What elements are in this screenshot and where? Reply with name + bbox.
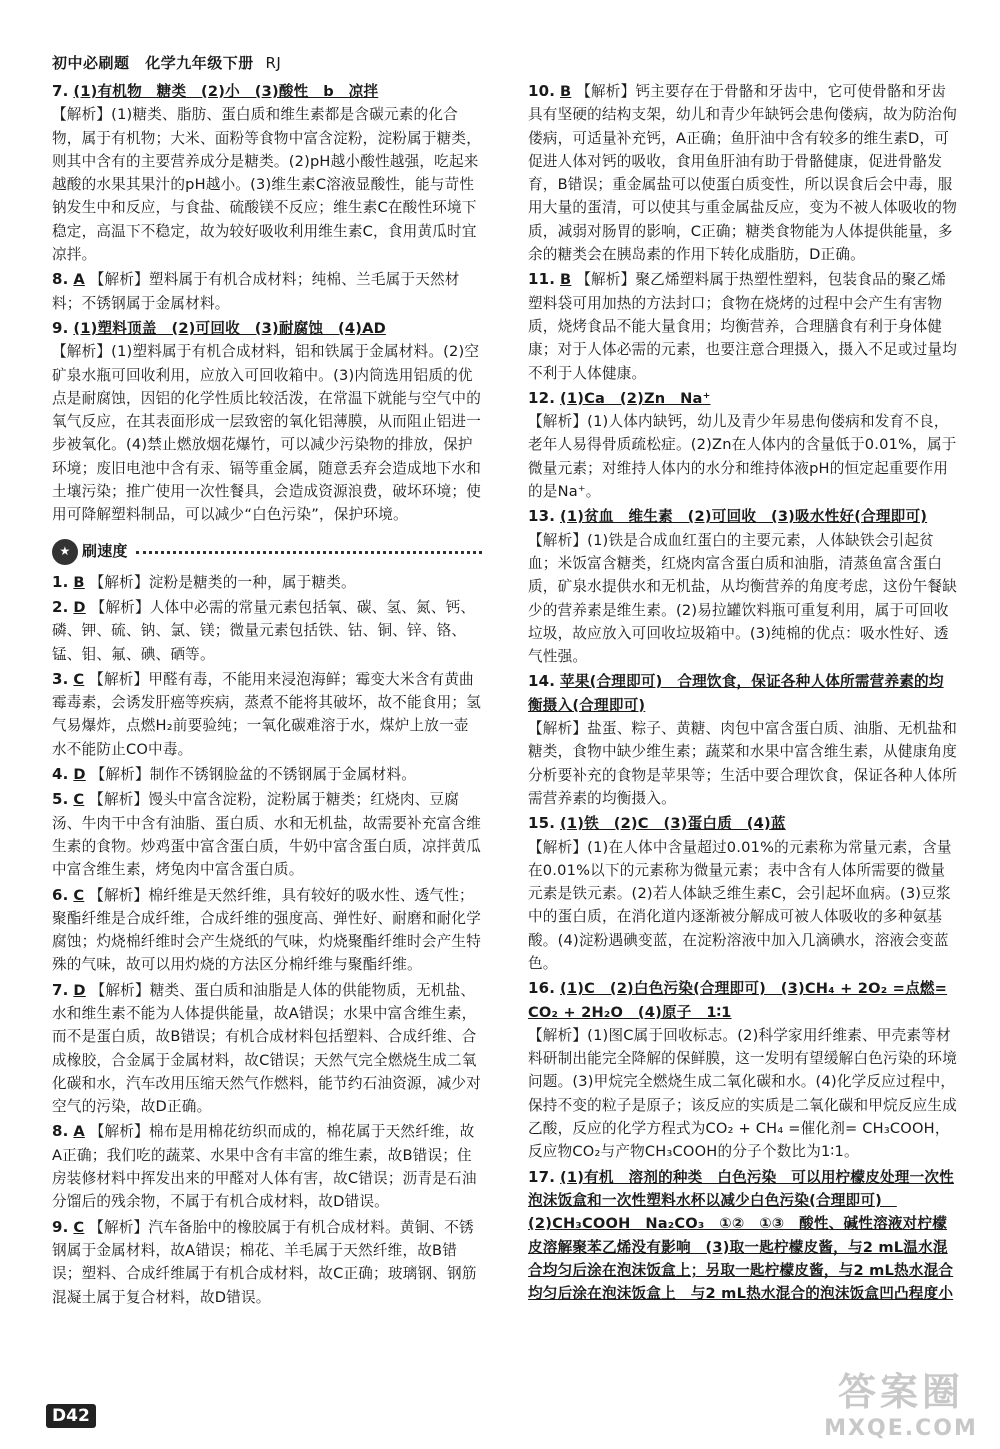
analysis: 【解析】淀粉是糖类的一种，属于糖类。 xyxy=(89,573,356,591)
answer-item-16 xyxy=(528,977,958,1163)
analysis: 【解析】钙主要存在于骨骼和牙齿中，它可使骨骼和牙齿具有坚硬的结构支架，幼儿和青少年缺钙会患佝偻病，故为防治佝偻病，可适量补充钙，A正确；鱼肝油中含有较多的维生素D，可促进人体对钙的吸收，食用鱼肝油有助于骨骼健康，促进骨骼发育，B错误；重金属盐可以使蛋白质变性，所以误食后会中毒，服用大量的蛋清，可以使其与重金属盐反应，变为不被人体吸收的物质，减弱对肠胃的影响，C正确；糖类食物能为人体提供能量，多余的糖类会在胰岛素的作用下转化成脂肪，D正确。 xyxy=(528,83,958,264)
question-number: 11. xyxy=(528,270,556,289)
answer: D xyxy=(73,766,86,784)
analysis: 【解析】(1)糖类、脂肪、蛋白质和维生素都是含碳元素的化合物，属于有机物；大米、面粉等食物中富含淀粉，淀粉属于糖类，则其中含有的主要营养成分是糖类。(2)pH越小酸性越强，吃起来越酸的水果其果汁的pH越小。(3)维生素C溶液显酸性，能与苛性钠发生中和反应，与食盐、硫酸镁不反应；维生素C在酸性环境下稳定，高温下不稳定，故为较好吸收利用维生素C，食用黄瓜时宜凉拌。 xyxy=(52,106,482,264)
answer: D xyxy=(73,598,86,616)
answer: A xyxy=(73,1123,85,1141)
book-title: 初中必刷题 xyxy=(52,54,130,72)
answer-item-14 xyxy=(528,670,958,810)
analysis: 【解析】聚乙烯塑料属于热塑性塑料，包装食品的聚乙烯塑料袋可用加热的方法封口；食物在烧烤的过程中会产生有害物质，烧烤食品不能大量食用；均衡营养，合理膳食有利于身体健康；对于人体必需的元素，也要注意合理摄入，摄入不足或过量均不利于人体健康。 xyxy=(528,271,958,382)
section-label: 刷速度 xyxy=(82,541,128,560)
question-number: 7. xyxy=(52,82,69,100)
answer-item-3 xyxy=(52,668,482,761)
answer: C xyxy=(73,670,85,688)
analysis: 【解析】棉布是用棉花纺织而成的，棉花属于天然纤维，故A正确；我们吃的蔬菜、水果中含有丰富的维生素，故B错误；住房装修材料中挥发出来的甲醛对人体有害，故C错误；沥青是石油分馏后的残余物，不属于有机合成材料，故D错误。 xyxy=(52,1123,477,1211)
answer: B xyxy=(73,573,85,591)
question-number: 6. xyxy=(52,885,69,904)
question-number: 9. xyxy=(52,1217,69,1236)
answer-item-11 xyxy=(528,268,958,384)
answer: A xyxy=(73,271,85,289)
answer-item-6 xyxy=(52,884,482,977)
question-number: 15. xyxy=(528,814,556,833)
answer: 苹果(合理即可) 合理饮食，保证各种人体所需营养素的均衡摄入(合理即可) xyxy=(528,673,944,714)
question-number: 12. xyxy=(528,388,556,407)
answer-item-1 xyxy=(52,571,482,594)
question-number: 10. xyxy=(528,82,556,100)
answer-item-7a xyxy=(52,80,482,266)
question-number: 3. xyxy=(52,669,69,688)
answer-item-12 xyxy=(528,387,958,503)
analysis: 【解析】制作不锈钢脸盆的不锈钢属于金属材料。 xyxy=(90,766,417,784)
analysis: 【解析】(1)在人体中含量超过0.01%的元素称为常量元素，含量在0.01%以下的元素称为微量元素；表中含有人体所需要的微量元素是铁元素。(2)若人体缺乏维生素C，会引起坏血病。(3)豆浆中的蛋白质，在消化道内逐渐被分解成可被人体吸收的多种氨基酸。(4)淀粉遇碘变蓝，在淀粉溶液中加入几滴碘水，溶液会变蓝色。 xyxy=(528,838,952,972)
answer-item-15 xyxy=(528,812,958,975)
answer-item-8a xyxy=(52,268,482,315)
answer: (1)有机物 糖类 (2)小 (3)酸性 b 凉拌 xyxy=(73,83,379,100)
analysis: 【解析】盐蛋、粽子、黄糖、肉包中富含蛋白质、油脂、无机盐和糖类，食物中缺少维生素；蔬菜和水果中富含维生素，从健康角度分析要补充的食物是苹果等；生活中要合理饮食，保证各种人体所需营养素的均衡摄入。 xyxy=(528,720,958,807)
answer: B xyxy=(560,271,572,289)
analysis: 【解析】棉纤维是天然纤维，具有较好的吸水性、透气性；聚酯纤维是合成纤维，合成纤维的强度高、弹性好、耐磨和耐化学腐蚀；灼烧棉纤维时会产生烧纸的气味，灼烧聚酯纤维时会产生特殊的气味，故可以用灼烧的方法区分棉纤维与聚酯纤维。 xyxy=(52,886,482,974)
right-column xyxy=(528,80,958,1307)
analysis: 【解析】(1)图C属于回收标志。(2)科学家用纤维素、甲壳素等材料研制出能完全降解的保鲜膜，这一发明有望缓解白色污染的环境问题。(3)甲烷完全燃烧生成二氧化碳和水。(4)化学反应过程中，保持不变的粒子是原子；该反应的实质是二氧化碳和甲烷反应生成乙酸，反应的化学方程式为CO₂ + CH₄ =催化剂= CH₃COOH，反应物CO₂与产物CH₃COOH的分子个数比为1∶1。 xyxy=(528,1026,958,1161)
answer-item-7 xyxy=(52,979,482,1119)
analysis: 【解析】甲醛有毒，不能用来浸泡海鲜；霉变大米含有黄曲霉毒素，会诱发肝癌等疾病，蒸煮不能将其破坏，故不能食用；氢气易爆炸，点燃H₂前要验纯；一氧化碳难溶于水，煤炉上放一壶水不能防止CO中毒。 xyxy=(52,670,482,758)
speed-icon: ★ xyxy=(52,539,78,565)
answer-item-13 xyxy=(528,505,958,668)
answer: (1)铁 (2)C (3)蛋白质 (4)蓝 xyxy=(560,815,786,833)
analysis: 【解析】汽车备胎中的橡胶属于有机合成材料。黄铜、不锈钢属于金属材料，故A错误；棉花、羊毛属于天然纤维，故B错误；塑料、合成纤维属于有机合成材料，故C正确；玻璃钢、钢筋混凝土属于复合材料，故D错误。 xyxy=(52,1218,477,1306)
section-badge xyxy=(52,539,128,565)
question-number: 5. xyxy=(52,790,69,809)
answer-item-5 xyxy=(52,788,482,881)
answer-item-17 xyxy=(528,1166,958,1306)
question-number: 9. xyxy=(52,318,69,337)
watermark-line1: 答案圈 xyxy=(837,1370,964,1414)
question-number: 8. xyxy=(52,270,69,289)
answer: (1)有机 溶剂的种类 白色污染 可以用柠檬皮处理一次性泡沫饭盒和一次性塑料水杯以减少白色污染(合理即可) (2)CH₃COOH Na₂CO₃ ①② ①③ 酸性、碱性溶液对柠檬皮溶解聚苯乙烯没有影响 (3)取一匙柠檬皮酱，与2 mL温水混合均匀后涂在泡沫饭盒上；另取一匙柠檬皮酱，与2 mL热水混合均匀后涂在泡沫饭盒上 与2 mL热水混合的泡沫饭盒凹凸程度小 xyxy=(528,1168,954,1303)
page-header xyxy=(52,52,281,73)
page-number: D42 xyxy=(46,1404,96,1428)
question-number: 14. xyxy=(528,672,556,691)
answer: C xyxy=(73,1218,85,1236)
answer: D xyxy=(73,981,86,999)
question-number: 16. xyxy=(528,979,556,998)
analysis: 【解析】人体中必需的常量元素包括氧、碳、氢、氮、钙、磷、钾、硫、钠、氯、镁；微量元素包括铁、钴、铜、锌、铬、锰、钼、氟、碘、硒等。 xyxy=(52,598,476,663)
answer: B xyxy=(560,83,572,100)
answer-item-9a xyxy=(52,317,482,527)
answer: C xyxy=(73,886,85,904)
answer: (1)Ca (2)Zn Na⁺ xyxy=(560,389,711,407)
book-subtitle: 化学九年级下册 xyxy=(145,54,254,72)
question-number: 4. xyxy=(52,765,69,784)
answer: C xyxy=(73,791,85,809)
question-number: 8. xyxy=(52,1122,69,1141)
analysis: 【解析】塑料属于有机合成材料；纯棉、兰毛属于天然材料；不锈钢属于金属材料。 xyxy=(52,271,460,312)
edition-tag: RJ xyxy=(265,54,282,72)
answer: (1)塑料顶盖 (2)可回收 (3)耐腐蚀 (4)AD xyxy=(73,319,386,337)
section-divider xyxy=(136,550,482,554)
answer-item-8 xyxy=(52,1120,482,1213)
answer-item-2 xyxy=(52,596,482,666)
analysis: 【解析】(1)铁是合成血红蛋白的主要元素，人体缺铁会引起贫血；米饭富含糖类，红烧肉富含蛋白质和油脂，清蒸鱼富含蛋白质，矿泉水提供水和无机盐，从均衡营养的角度考虑，这份午餐缺少的营养素是维生素。(2)易拉罐饮料瓶可重复利用，属于可回收垃圾，故应放入可回收垃圾箱中。(3)纯棉的优点：吸水性好、透气性强。 xyxy=(528,531,958,666)
answer-item-10 xyxy=(528,80,958,266)
section-header xyxy=(52,539,482,565)
question-number: 1. xyxy=(52,572,69,591)
analysis: 【解析】馒头中富含淀粉，淀粉属于糖类；红烧肉、豆腐汤、牛肉干中含有油脂、蛋白质、水和无机盐，故需要补充富含维生素的食物。炒鸡蛋中富含蛋白质，牛奶中富含蛋白质，凉拌黄瓜中富含维生素，烤兔肉中富含蛋白质。 xyxy=(52,791,482,879)
analysis: 【解析】(1)人体内缺钙，幼儿及青少年易患佝偻病和发育不良，老年人易得骨质疏松症。(2)Zn在人体内的含量低于0.01%，属于微量元素；对维持人体内的水分和维持体液pH的恒定起重要作用的是Na⁺。 xyxy=(528,413,957,501)
site-watermark xyxy=(816,1361,986,1441)
question-number: 2. xyxy=(52,597,69,616)
question-number: 13. xyxy=(528,507,556,526)
watermark-line2: MXQE.COM xyxy=(824,1416,978,1441)
left-column xyxy=(52,80,482,1311)
answer: (1)贫血 维生素 (2)可回收 (3)吸水性好(合理即可) xyxy=(560,508,928,526)
question-number: 7. xyxy=(52,980,69,999)
analysis: 【解析】糖类、蛋白质和油脂是人体的供能物质，无机盐、水和维生素不能为人体提供能量，故A错误；水果中富含维生素，而不是蛋白质，故B错误；有机合成材料包括塑料、合成纤维、合成橡胶，合金属于金属材料，故C错误；天然气完全燃烧生成二氧化碳和水，汽车改用压缩天然气作燃料，能节约石油资源，减少对空气的污染，故D正确。 xyxy=(52,981,482,1116)
analysis: 【解析】(1)塑料属于有机合成材料，铝和铁属于金属材料。(2)空矿泉水瓶可回收利用，应放入可回收箱中。(3)内筒选用铝质的优点是耐腐蚀，因铝的化学性质比较活泼，在常温下就能与空气中的氧气反应，在其表面形成一层致密的氧化铝薄膜，从而阻止铝进一步被氧化。(4)禁止燃放烟花爆竹，可以减少污染物的排放，保护环境；废旧电池中含有汞、镉等重金属，随意丢弃会造成地下水和土壤污染；推广使用一次性餐具，会造成资源浪费，破坏环境；使用可降解塑料制品，可以减少“白色污染”，保护环境。 xyxy=(52,343,482,524)
answer-item-9 xyxy=(52,1216,482,1309)
answer: (1)C (2)白色污染(合理即可) (3)CH₄ + 2O₂ =点燃= CO₂ + 2H₂O (4)原子 1∶1 xyxy=(528,980,948,1021)
answer-item-4 xyxy=(52,763,482,786)
question-number: 17. xyxy=(528,1167,556,1186)
